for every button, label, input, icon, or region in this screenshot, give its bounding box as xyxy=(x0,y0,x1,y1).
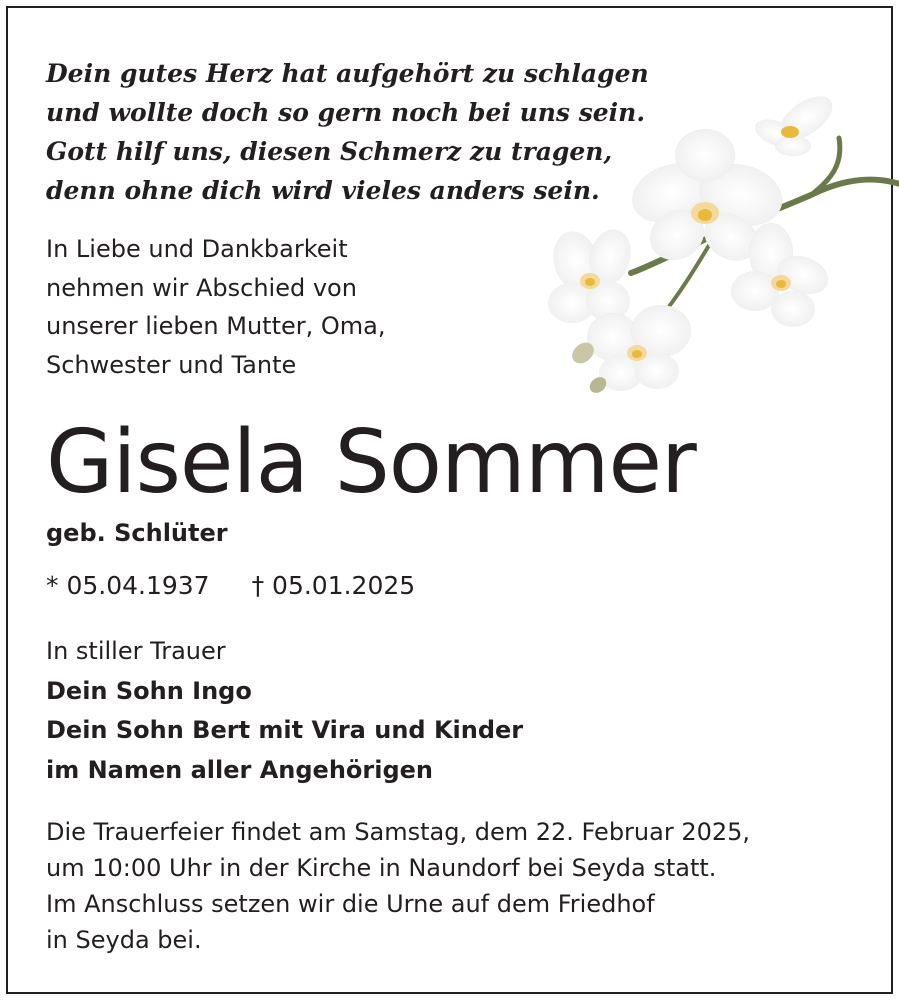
intro-line: Schwester und Tante xyxy=(46,350,297,379)
life-dates xyxy=(46,566,415,606)
mourner-line: Dein Sohn Ingo xyxy=(46,676,252,705)
maiden-name: geb. Schlüter xyxy=(46,519,228,547)
poem-line: Gott hilf uns, diesen Schmerz zu tragen, xyxy=(46,137,613,166)
birth-date: * 05.04.1937 xyxy=(46,571,210,600)
death-date: † 05.01.2025 xyxy=(251,571,416,600)
service-line: in Seyda bei. xyxy=(46,926,202,954)
orchid-image xyxy=(543,83,899,398)
deceased-name: Gisela Sommer xyxy=(46,411,696,513)
mourners xyxy=(46,632,523,790)
intro-line: unserer lieben Mutter, Oma, xyxy=(46,312,386,340)
funeral-service-info xyxy=(46,814,750,958)
poem-line: und wollte doch so gern noch bei uns sein. xyxy=(46,98,646,127)
service-line: Die Trauerfeier findet am Samstag, dem 22. Februar 2025, xyxy=(46,818,751,846)
mourner-line: im Namen aller Angehörigen xyxy=(46,755,434,784)
obituary-frame xyxy=(6,6,893,994)
poem-line: Dein gutes Herz hat aufgehört zu schlagen xyxy=(46,59,649,88)
intro-line: nehmen wir Abschied von xyxy=(46,273,357,302)
service-line: Im Anschluss setzen wir die Urne auf dem Friedhof xyxy=(46,890,655,918)
mourner-line: Dein Sohn Bert mit Vira und Kinder xyxy=(46,716,524,744)
intro-line: In Liebe und Dankbarkeit xyxy=(46,235,348,263)
poem-line: denn ohne dich wird vieles anders sein. xyxy=(46,176,600,205)
mourners-intro: In stiller Trauer xyxy=(46,637,226,665)
service-line: um 10:00 Uhr in der Kirche in Naundorf bei Seyda statt. xyxy=(46,854,717,882)
farewell-intro xyxy=(46,230,385,384)
